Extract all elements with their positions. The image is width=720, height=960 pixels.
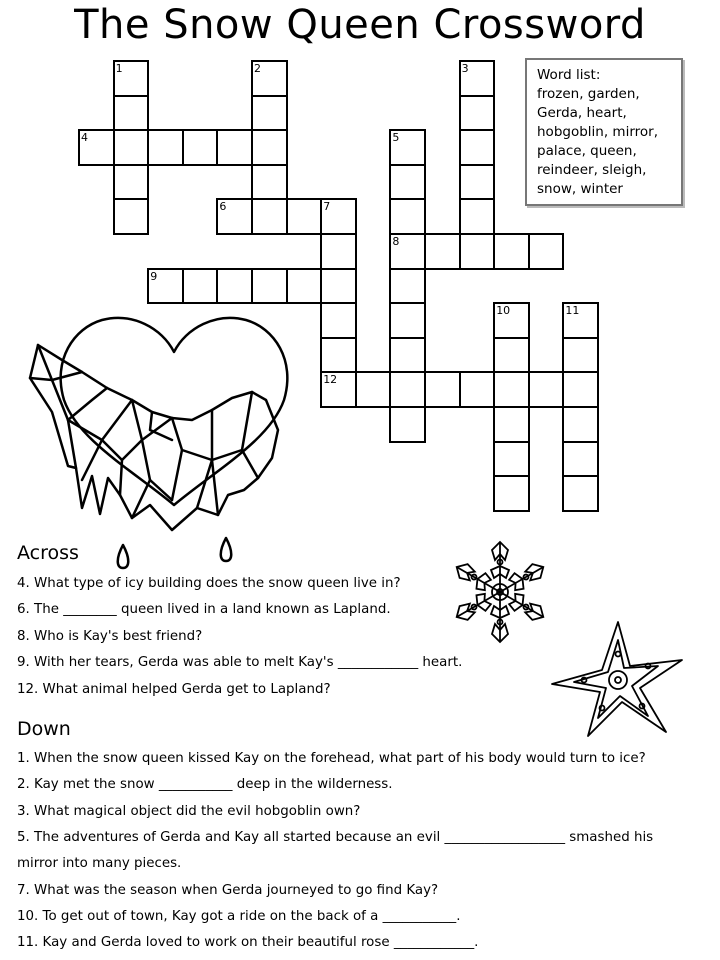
crossword-cell[interactable] xyxy=(320,198,357,235)
grid-number-label: 11 xyxy=(565,304,580,318)
crossword-cell[interactable] xyxy=(459,95,496,132)
crossword-cell[interactable] xyxy=(182,268,219,305)
crossword-cell[interactable] xyxy=(182,129,219,166)
crossword-cell[interactable] xyxy=(528,371,565,408)
crossword-cell[interactable] xyxy=(320,371,357,408)
down-clue-3: 3. What magical object did the evil hobgoblin own? xyxy=(17,804,361,819)
crossword-cell[interactable] xyxy=(251,95,288,132)
crossword-cell[interactable] xyxy=(493,233,530,270)
crossword-cell[interactable] xyxy=(216,129,253,166)
word-list-line: palace, queen, xyxy=(537,143,637,159)
crossword-cell[interactable] xyxy=(113,60,150,97)
crossword-cell[interactable] xyxy=(389,233,426,270)
crossword-cell[interactable] xyxy=(320,268,357,305)
snowflake-star-icon xyxy=(548,620,688,740)
crossword-cell[interactable] xyxy=(113,198,150,235)
crossword-cell[interactable] xyxy=(147,268,184,305)
across-clue-12: 12. What animal helped Gerda get to Lapland? xyxy=(17,682,331,697)
crossword-cell[interactable] xyxy=(251,60,288,97)
crossword-cell[interactable] xyxy=(320,233,357,270)
crossword-cell[interactable] xyxy=(493,475,530,512)
crossword-cell[interactable] xyxy=(459,371,496,408)
grid-number-label: 4 xyxy=(81,131,88,145)
grid-number-label: 1 xyxy=(115,62,123,75)
crossword-cell[interactable] xyxy=(389,302,426,339)
crossword-cell[interactable] xyxy=(459,233,496,270)
crossword-cell[interactable] xyxy=(562,337,599,374)
crossword-cell[interactable] xyxy=(493,302,530,339)
across-clue-4: 4. What type of icy building does the snow queen live in? xyxy=(17,576,401,591)
down-clue-11: 11. Kay and Gerda loved to work on their beautiful rose ____________. xyxy=(17,935,479,950)
crossword-cell[interactable] xyxy=(459,164,496,201)
word-list-line: reindeer, sleigh, xyxy=(537,162,647,178)
word-list-box xyxy=(525,58,683,206)
crossword-cell[interactable] xyxy=(216,198,253,235)
crossword-cell[interactable] xyxy=(286,198,323,235)
word-list-line: frozen, garden, xyxy=(537,86,640,102)
down-clue-5-continued: mirror into many pieces. xyxy=(17,856,182,871)
crossword-cell[interactable] xyxy=(251,129,288,166)
grid-number-label: 8 xyxy=(392,235,400,248)
grid-number-label: 6 xyxy=(219,200,227,214)
crossword-cell[interactable] xyxy=(78,129,115,166)
crossword-cell[interactable] xyxy=(389,371,426,408)
crossword-cell[interactable] xyxy=(113,129,150,166)
word-list-heading: Word list: xyxy=(537,67,601,83)
grid-number-label: 10 xyxy=(496,304,511,318)
grid-number-label: 3 xyxy=(461,62,469,75)
down-clue-5: 5. The adventures of Gerda and Kay all started because an evil __________________ smashed his xyxy=(17,830,654,845)
word-list-line: hobgoblin, mirror, xyxy=(537,124,658,140)
crossword-cell[interactable] xyxy=(528,233,565,270)
crossword-cell[interactable] xyxy=(459,198,496,235)
crossword-cell[interactable] xyxy=(389,268,426,305)
crossword-cell[interactable] xyxy=(355,371,392,408)
crossword-cell[interactable] xyxy=(562,302,599,339)
crossword-cell[interactable] xyxy=(251,198,288,235)
down-clue-1: 1. When the snow queen kissed Kay on the forehead, what part of his body would turn to ice? xyxy=(17,751,646,766)
crossword-cell[interactable] xyxy=(389,406,426,443)
crossword-cell[interactable] xyxy=(389,129,426,166)
down-clue-7: 7. What was the season when Gerda journeyed to go find Kay? xyxy=(17,883,439,898)
crossword-cell[interactable] xyxy=(459,129,496,166)
grid-number-label: 12 xyxy=(323,373,338,387)
crossword-cell[interactable] xyxy=(459,60,496,97)
crossword-cell[interactable] xyxy=(424,371,461,408)
down-clue-2: 2. Kay met the snow ___________ deep in the wilderness. xyxy=(17,777,393,792)
frozen-heart-icon xyxy=(22,300,322,570)
crossword-cell[interactable] xyxy=(389,198,426,235)
crossword-cell[interactable] xyxy=(389,337,426,374)
crossword-cell[interactable] xyxy=(113,95,150,132)
word-list-line: Gerda, heart, xyxy=(537,105,627,121)
crossword-cell[interactable] xyxy=(493,337,530,374)
crossword-cell[interactable] xyxy=(320,302,357,339)
crossword-cell[interactable] xyxy=(562,475,599,512)
crossword-cell[interactable] xyxy=(493,371,530,408)
grid-number-label: 9 xyxy=(150,269,158,283)
crossword-cell[interactable] xyxy=(562,371,599,408)
down-clue-10: 10. To get out of town, Kay got a ride on the back of a ___________. xyxy=(17,909,461,924)
grid-number-label: 2 xyxy=(254,62,261,75)
crossword-cell[interactable] xyxy=(424,233,461,270)
word-list-line: snow, winter xyxy=(537,181,623,197)
crossword-cell[interactable] xyxy=(562,406,599,443)
across-heading: Across xyxy=(17,542,79,564)
crossword-cell[interactable] xyxy=(562,441,599,478)
across-clue-6: 6. The ________ queen lived in a land known as Lapland. xyxy=(17,602,391,617)
crossword-cell[interactable] xyxy=(113,164,150,201)
crossword-cell[interactable] xyxy=(286,268,323,305)
across-clue-8: 8. Who is Kay's best friend? xyxy=(17,629,203,644)
crossword-cell[interactable] xyxy=(389,164,426,201)
down-heading: Down xyxy=(17,718,71,740)
snowflake-icon xyxy=(440,532,560,652)
across-clue-9: 9. With her tears, Gerda was able to melt Kay's ____________ heart. xyxy=(17,655,463,670)
page-title: The Snow Queen Crossword xyxy=(74,2,646,48)
crossword-cell[interactable] xyxy=(251,164,288,201)
crossword-cell[interactable] xyxy=(251,268,288,305)
grid-number-label: 5 xyxy=(392,131,400,145)
crossword-cell[interactable] xyxy=(147,129,184,166)
crossword-cell[interactable] xyxy=(493,406,530,443)
grid-number-label: 7 xyxy=(323,200,331,214)
crossword-cell[interactable] xyxy=(320,337,357,374)
crossword-cell[interactable] xyxy=(216,268,253,305)
crossword-cell[interactable] xyxy=(493,441,530,478)
